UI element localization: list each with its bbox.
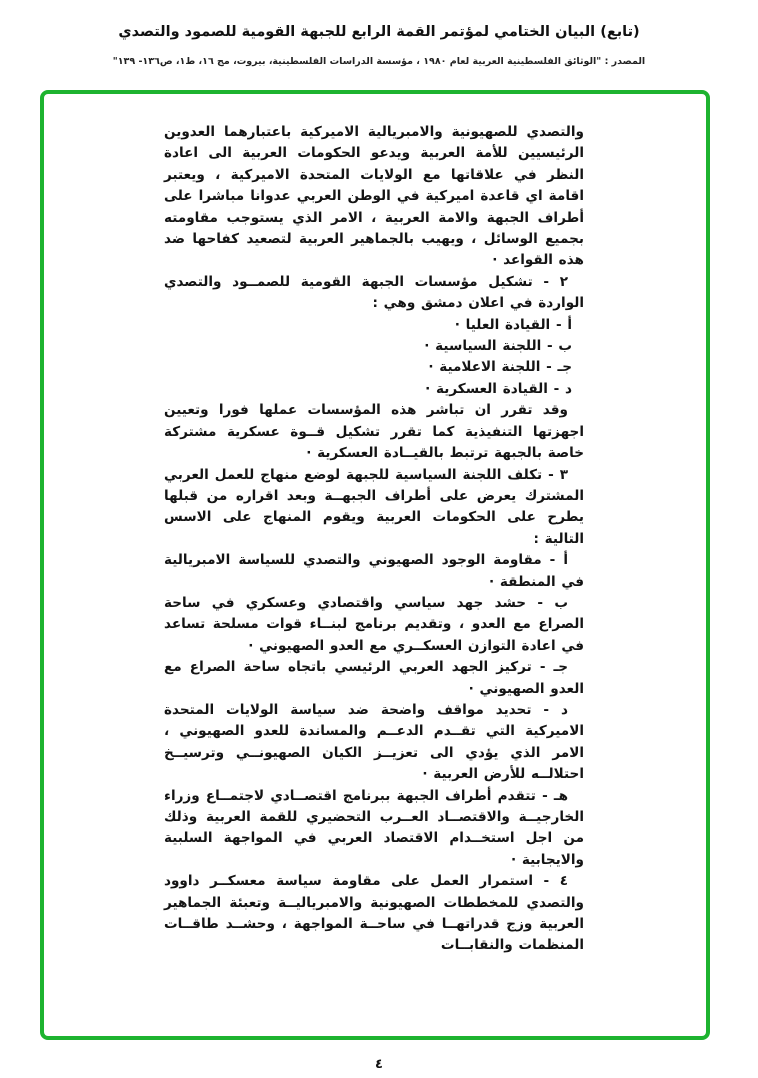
paragraph: أ - القيادة العليا · [454,316,572,333]
document-body [164,122,584,957]
paragraph: أ - مقاومة الوجود الصهيوني والتصدي للسياسة الامبريالية في المنطقة · [164,552,584,590]
paragraph: جـ - اللجنة الاعلامية · [428,359,572,376]
green-border-frame [40,90,710,1040]
paragraph: ٣ - تكلف اللجنة السياسية للجبهة لوضع منهاج للعمل العربي المشترك يعرض على أطراف الجبهــة وبعد اقراره من قبلها يطرح على الحكومات العربية ويقوم المنهاج على الاسس التالية : [164,466,584,547]
document-source-line: المصدر : "الوثائق الفلسطينية العربية لعام ١٩٨٠ ، مؤسسة الدراسات الفلسطينية، بيروت، مج ١٦، ط١، ص١٣٦- ١٣٩" [112,56,646,67]
paragraph: ب - حشد جهد سياسي واقتصادي وعسكري في ساحة الصراع مع العدو ، وتقديم برنامج لبنــاء قوات مسلحة تساعد في اعادة التوازن العسكــري مع العدو الصهيوني · [164,594,584,654]
paragraph: ٤ - استمرار العمل على مقاومة سياسة معسكــر داوود والتصدي للمخططات الصهيونية والامبرياليــة وتعبئة الجماهير العربية وزج قدراتهــا في ساحــة المواجهة ، وحشــد طاقــات المنظمات والنقابــات [164,873,584,954]
paragraph: ٢ - تشكيل مؤسسات الجبهة القومية للصمــود والتصدي الواردة في اعلان دمشق وهي : [164,273,584,312]
document-title: (تابع) البيان الختامي لمؤتمر القمة الرابع للجبهة القومية للصمود والتصدي [118,24,640,40]
page-number: ٤ [375,1057,383,1072]
paragraph: هـ - تتقدم أطراف الجبهة ببرنامج اقتصــادي لاجتمــاع وزراء الخارجيــة والاقتصــاد العــرب التحضيري للقمة العربية وذلك من اجل استخــدام الاقتصاد العربي في المواجهة السلبية والايجابية · [164,787,584,868]
paragraph: د - تحديد مواقف واضحة ضد سياسة الولايات المتحدة الاميركية التي تقــدم الدعــم والمساندة للعدو الصهيوني ، الامر الذي يؤدي الى تعزيــز الكيان الصهيونــي وترسيــخ احتلالــه للأرض العربية · [164,701,584,783]
paragraph: جـ - تركيز الجهد العربي الرئيسي باتجاه ساحة الصراع مع العدو الصهيوني · [164,659,584,697]
paragraph: د - القيادة العسكرية · [425,380,572,397]
paragraph: وقد تقرر ان تباشر هذه المؤسسات عملها فورا وتعيين اجهزتها التنفيذية كما تقرر تشكيل قــوة عسكرية مشتركة خاصة بالجبهة ترتبط بالقيــادة العسكرية · [164,402,584,462]
paragraph: والتصدي للصهيونية والامبريالية الاميركية باعتبارهما العدوين الرئيسيين للأمة العربية ويدعو الحكومات العربية الى اعادة النظر في علاقاتها مع الولايات المتحدة الاميركية ، ويعتبر اقامة اي قاعدة اميركية في الوطن العربي عدوانا مباشرا على أطراف الجبهة والامة العربية ، الامر الذي يستوجب مقاومته بجميع الوسائل ، ويهيب بالجماهير العربية لتصعيد كفاحها ضد هذه القواعد · [164,124,584,269]
paragraph: ب - اللجنة السياسية · [424,338,572,355]
